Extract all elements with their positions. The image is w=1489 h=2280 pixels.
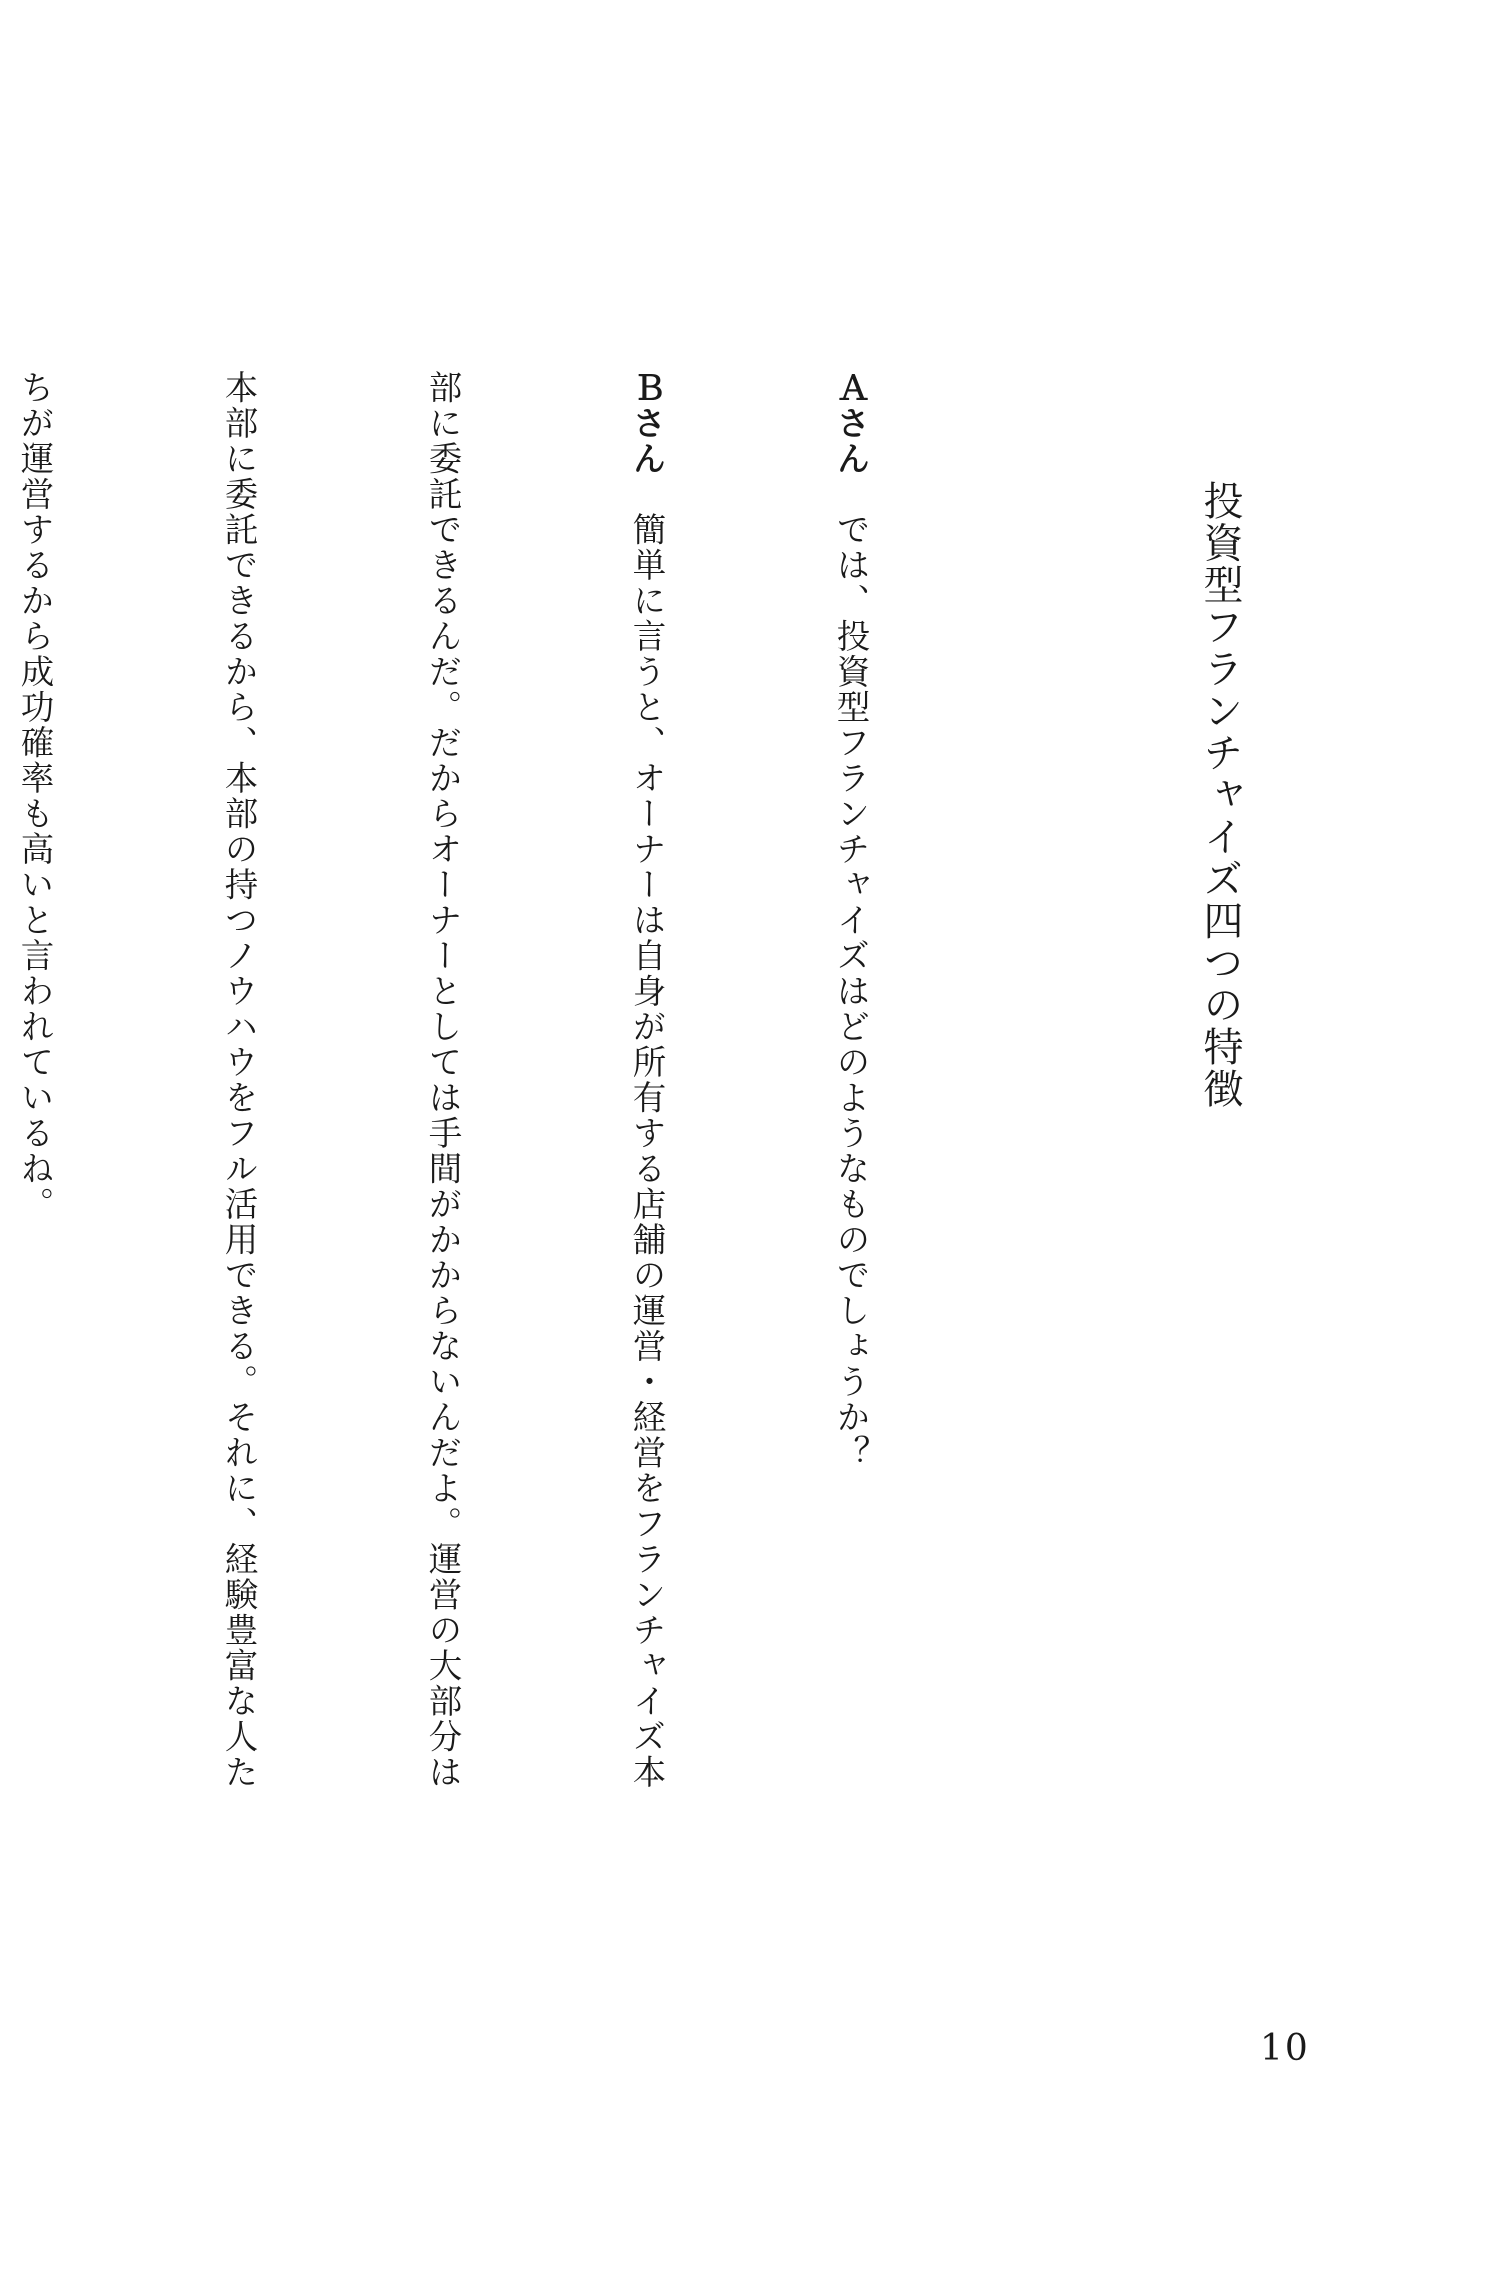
dialogue-line	[612, 370, 680, 1910]
speaker-label: Ａさん	[831, 370, 870, 477]
dialogue-line	[0, 370, 68, 1910]
dialogue-line	[204, 370, 272, 1910]
dialogue-body	[15, 370, 1020, 1910]
line-text: では、投資型フランチャイズはどのようなものでしょうか？	[831, 476, 870, 1471]
dialogue-line	[816, 370, 884, 1910]
page-number: 10	[1260, 2028, 1310, 2069]
line-text: ちが運営するから成功確率も高いと言われているね。	[15, 370, 54, 1222]
dialogue-line	[408, 370, 476, 1910]
speaker-label: Ｂさん	[627, 370, 666, 477]
line-text: 簡単に言うと、オーナーは自身が所有する店舗の運営・経営をフランチャイズ本	[627, 476, 666, 1790]
line-text: 部に委託できるんだ。だからオーナーとしては手間がかからないんだよ。運営の大部分は	[423, 370, 462, 1790]
page-title: 投資型フランチャイズ四つの特徴	[1197, 480, 1243, 1110]
line-text: 本部に委託できるから、本部の持つノウハウをフル活用できる。それに、経験豊富な人た	[219, 370, 258, 1790]
